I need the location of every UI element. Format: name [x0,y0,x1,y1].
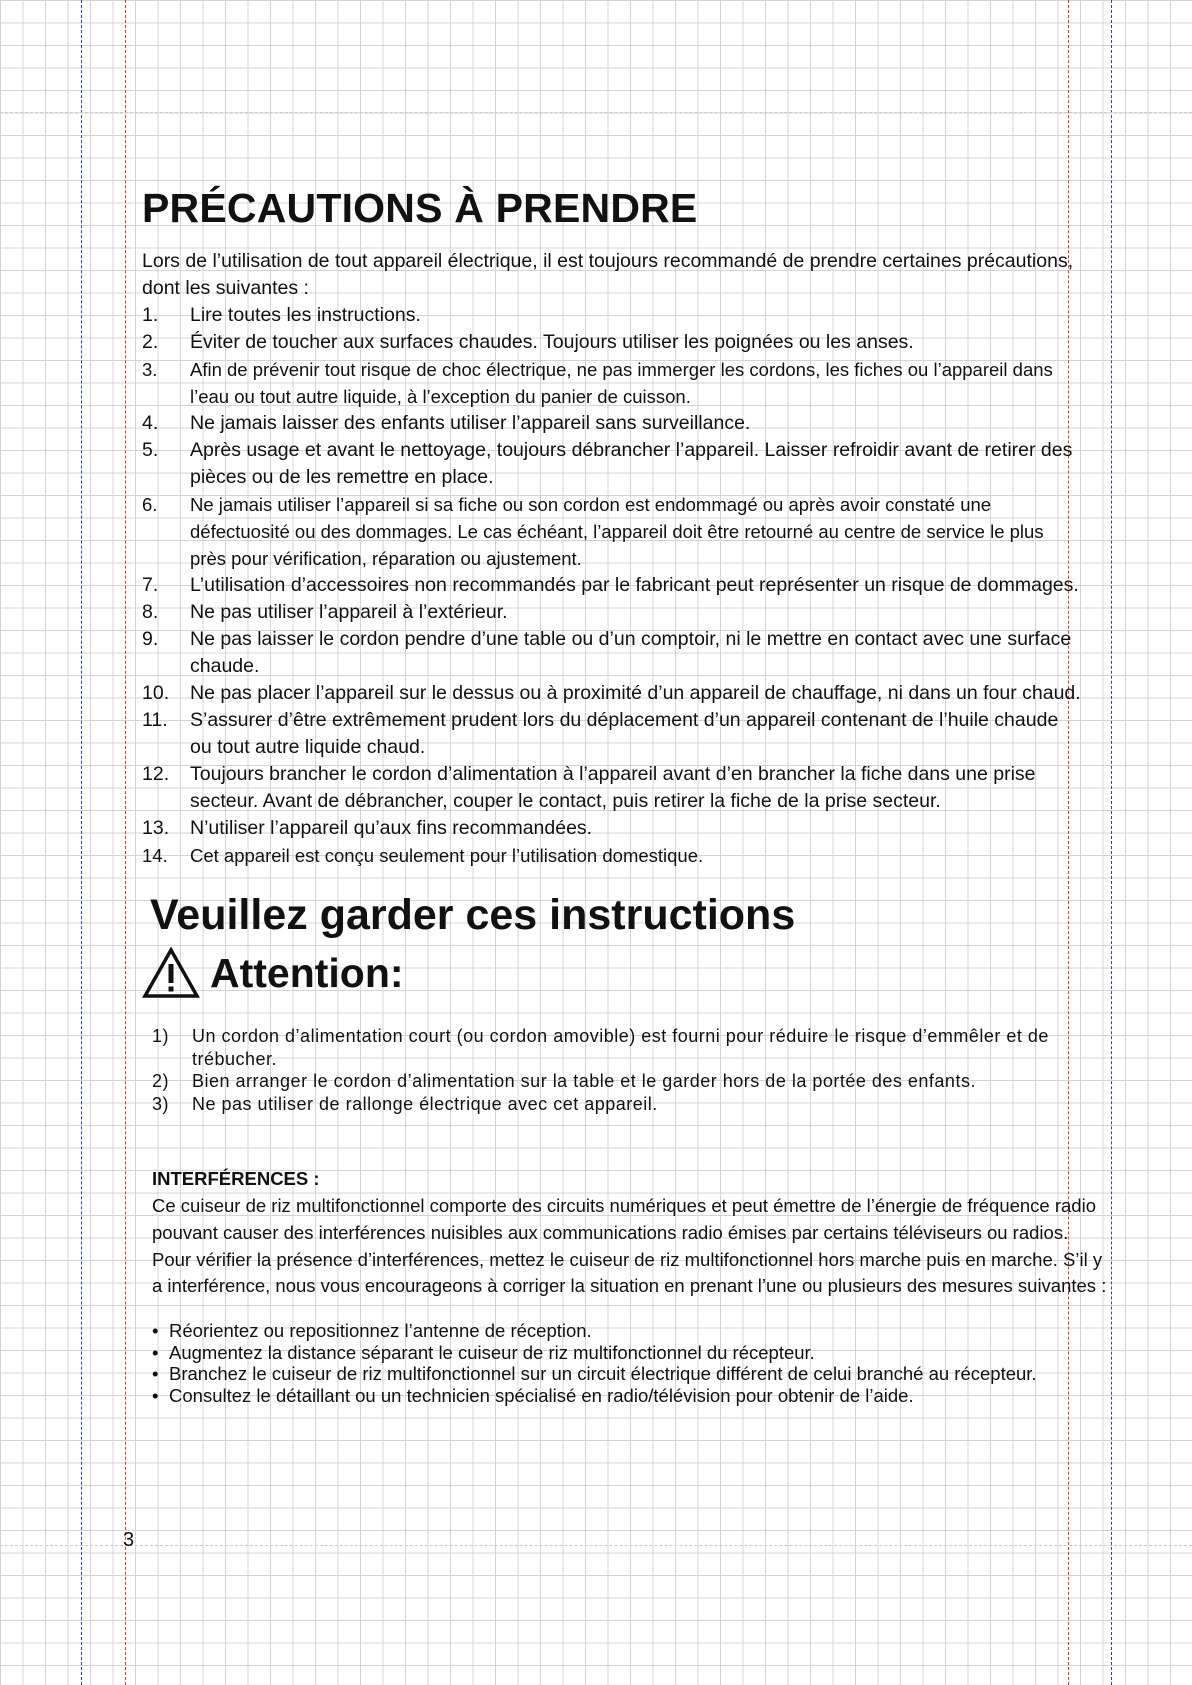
item-text: Cet appareil est conçu seulement pour l’utilisation domestique. [190,845,704,866]
list-item [142,437,1082,491]
list-item [152,1025,1082,1070]
list-item [152,1342,1082,1364]
item-text: Un cordon d’alimentation court (ou cordon amovible) est fourni pour réduire le risque d’emmêler et de trébucher. [192,1026,1049,1069]
item-text: Consultez le détaillant ou un technicien spécialisé en radio/télévision pour obtenir de l’aide. [169,1384,914,1406]
bullet-icon: • [152,1341,159,1363]
left-inner-guide [125,0,126,1685]
item-number: 3. [142,359,158,380]
item-number: 2. [142,331,159,353]
item-text: Réorientez ou repositionnez l’antenne de réception. [169,1320,592,1342]
list-item [142,356,1082,410]
item-text: Lire toutes les instructions. [190,304,421,326]
page-content [142,180,1107,1406]
item-text: S’assurer d’être extrêmement prudent lors du déplacement d’un appareil contenant de l’huile chaude ou tout autre liquide chaud. [190,709,1059,758]
list-item [142,599,1082,626]
item-text: Ne pas laisser le cordon pendre d’une table ou d’un comptoir, ni le mettre en contact avec une surface chaude. [190,628,1072,677]
item-number: 12. [142,763,170,785]
item-text: Ne pas utiliser l’appareil à l’extérieur. [190,601,508,623]
precautions-list [142,302,1082,869]
item-number: 5. [142,439,159,461]
right-outer-guide [1111,0,1112,1685]
item-text: L’utilisation d’accessoires non recommandés par le fabricant peut représenter un risque de dommages. [190,574,1079,596]
list-item [142,302,1082,329]
item-text: Branchez le cuiseur de riz multifonctionnel sur un circuit électrique différent de celui branché au récepteur. [169,1363,1037,1385]
list-item [142,491,1082,572]
list-item [142,707,1082,761]
item-text: Ne pas placer l’appareil sur le dessus ou à proximité d’un appareil de chauffage, ni dans un four chaud. [190,682,1081,704]
list-item [142,410,1082,437]
item-number: 2) [152,1071,170,1091]
list-item [142,572,1082,599]
item-number: 9. [142,628,159,650]
item-text: Afin de prévenir tout risque de choc électrique, ne pas immerger les cordons, les fiches ou l’appareil dans l’eau ou tout autre liquide, à l’exception du panier de cuisson. [190,359,1053,407]
item-number: 13. [142,817,170,839]
list-item [142,815,1082,842]
list-item [152,1363,1082,1385]
list-item [152,1093,1082,1116]
attention-list [152,1025,1082,1115]
bullet-icon: • [152,1384,159,1406]
item-text: Augmentez la distance séparant le cuiseur de riz multifonctionnel du récepteur. [169,1341,815,1363]
interference-paragraph: Ce cuiseur de riz multifonctionnel comporte des circuits numériques et peut émettre de l’énergie de fréquence radio pouvant causer des interférences nuisibles aux communications radio émises par certains téléviseurs ou radios. Pour vérifier la présence d’interférences, mettez le cuiseur de riz multifonctionnel hors marche puis en marche. S’il y a interférence, nous vous encourageons à corriger la situation en prenant l’une ou plusieurs des mesures suivantes : [152,1195,1107,1297]
measures-list [152,1320,1082,1406]
item-number: 8. [142,601,159,623]
item-text: Bien arranger le cordon d’alimentation sur la table et le garder hors de la portée des enfants. [192,1071,976,1091]
left-outer-guide [81,0,82,1685]
item-number: 1. [142,304,159,326]
list-item [152,1070,1082,1093]
list-item [142,842,1082,869]
item-text: N’utiliser l’appareil qu’aux fins recommandées. [190,817,593,839]
item-number: 6. [142,494,158,515]
intro-paragraph: Lors de l’utilisation de tout appareil électrique, il est toujours recommandé de prendre certaines précautions, dont les suivantes : [142,250,1074,299]
bullet-icon: • [152,1320,159,1342]
item-text: Toujours brancher le cordon d’alimentation à l’appareil avant d’en brancher la fiche dans une prise secteur. Avant de débrancher, couper le contact, puis retirer la fiche de la prise secteur. [190,763,1036,812]
list-item [142,329,1082,356]
item-number: 11. [142,709,168,731]
list-item [152,1385,1082,1407]
keep-instructions-heading: Veuillez garder ces instructions [150,891,796,939]
list-item [142,680,1082,707]
bullet-icon: • [152,1363,159,1385]
attention-heading [142,947,1082,999]
item-text: Ne pas utiliser de rallonge électrique avec cet appareil. [192,1093,658,1114]
item-number: 7. [142,574,159,596]
attention-label: Attention: [210,950,404,996]
item-text: Après usage et avant le nettoyage, toujours débrancher l’appareil. Laisser refroidir avant de retirer des pièces ou de les remettre en place. [190,439,1073,488]
list-item [142,626,1082,680]
list-item [142,761,1082,815]
list-item [152,1320,1082,1342]
item-number: 4. [142,412,159,434]
item-number: 14. [142,845,168,866]
item-text: Ne jamais laisser des enfants utiliser l’appareil sans surveillance. [190,412,751,434]
item-text: Ne jamais utiliser l’appareil si sa fiche ou son cordon est endommagé ou après avoir constaté une défectuosité ou des dommages. Le cas échéant, l’appareil doit être retourné au centre de service le plus près pour vérification, réparation ou ajustement. [190,494,1044,569]
page-title: PRÉCAUTIONS À PRENDRE [142,185,698,231]
item-number: 3) [152,1093,170,1114]
item-text: Éviter de toucher aux surfaces chaudes. Toujours utiliser les poignées ou les anses. [190,331,914,353]
page-number: 3 [123,1529,135,1551]
interference-title: INTERFÉRENCES : [152,1168,320,1189]
warning-triangle-icon [142,947,200,999]
bottom-guide [0,1545,1192,1546]
item-number: 1) [152,1026,170,1046]
item-number: 10. [142,682,170,704]
top-guide [0,112,1192,113]
